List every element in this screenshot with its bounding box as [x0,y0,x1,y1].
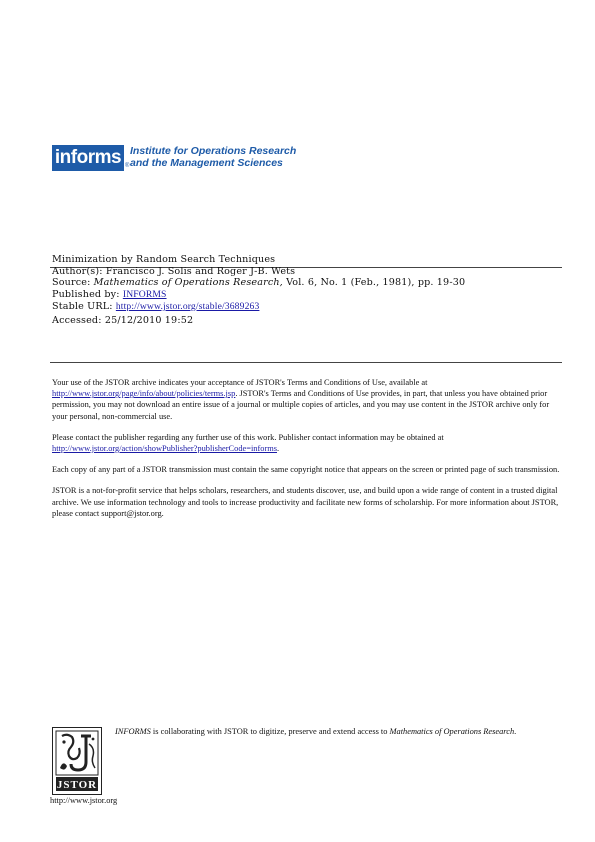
terms-text-start: Your use of the JSTOR archive indicates your acceptance of JSTOR's Terms and Conditions of Use, available at [52,378,428,387]
authors-value: Francisco J. Solis and Roger J-B. Wets [105,265,296,277]
institute-line-1: Institute for Operations Research [130,145,297,157]
partner-text: is collaborating with JSTOR to digitize, preserve and extend access to [152,727,388,736]
publisher-contact-link[interactable]: http://www.jstor.org/action/showPublisher?publisherCode=informs [52,444,278,454]
bottom-divider [50,362,562,363]
publisher-contact-paragraph [52,432,564,454]
article-metadata [52,254,564,327]
informs-logo-mark: informs [52,145,124,171]
source-journal: Mathematics of Operations Research, [93,277,283,289]
informs-logo [52,143,297,175]
source-line [52,277,564,289]
accessed-value: 25/12/2010 19:52 [104,315,194,327]
accessed-line [52,315,564,327]
partner-end: . [514,727,517,736]
accessed-label: Accessed: [52,315,102,327]
terms-link[interactable]: http://www.jstor.org/page/info/about/policies/terms.jsp [52,389,236,399]
article-title: Minimization by Random Search Techniques [52,254,276,265]
terms-notice [52,377,564,529]
publisher-label: Published by: [52,289,120,301]
publisher-contact-text: Please contact the publisher regarding any further use of this work. Publisher contact information may be obtained at [52,432,444,442]
partner-journal: Mathematics of Operations Research [389,727,515,736]
jstor-url[interactable]: http://www.jstor.org [50,796,118,805]
jstor-about-paragraph: JSTOR is a not-for-profit service that helps scholars, researchers, and students discover, use, and build upon a wide range of content in a trusted digital archive. We use information technology and tools to increase productivity and facilitate new forms of scholarship. For more information about JSTOR, please contact support@jstor.org. [52,486,559,518]
authors-label: Author(s): [52,265,103,277]
terms-paragraph [52,377,564,422]
authors-line [52,266,564,278]
institute-name [130,145,296,169]
partner-org: INFORMS [115,727,151,736]
stable-url-line [52,301,564,313]
source-label: Source: [52,277,91,289]
registered-mark: ® [125,163,130,169]
stable-url-label: Stable URL: [52,300,113,312]
publisher-line [52,289,564,301]
publisher-link[interactable]: INFORMS [122,289,167,301]
institute-line-2: and the Management Sciences [130,157,283,169]
terms-text-end: . JSTOR's Terms and Conditions of Use provides, in part, that unless you have obtained prior permission, you may not download an entire issue of a journal or multiple copies of articles, and you may use content in the JSTOR archive only for your personal, non-commercial use. [52,389,550,421]
publisher-contact-period: . [277,444,280,454]
copyright-paragraph: Each copy of any part of a JSTOR transmission must contain the same copyright notice that appears on the screen or printed page of such transmission. [52,465,560,475]
partner-statement [115,727,565,738]
jstor-logo [52,727,102,795]
jstor-logo-text: JSTOR [56,779,98,791]
stable-url-link[interactable]: http://www.jstor.org/stable/3689263 [115,300,260,312]
source-details: Vol. 6, No. 1 (Feb., 1981), pp. 19-30 [286,277,466,289]
